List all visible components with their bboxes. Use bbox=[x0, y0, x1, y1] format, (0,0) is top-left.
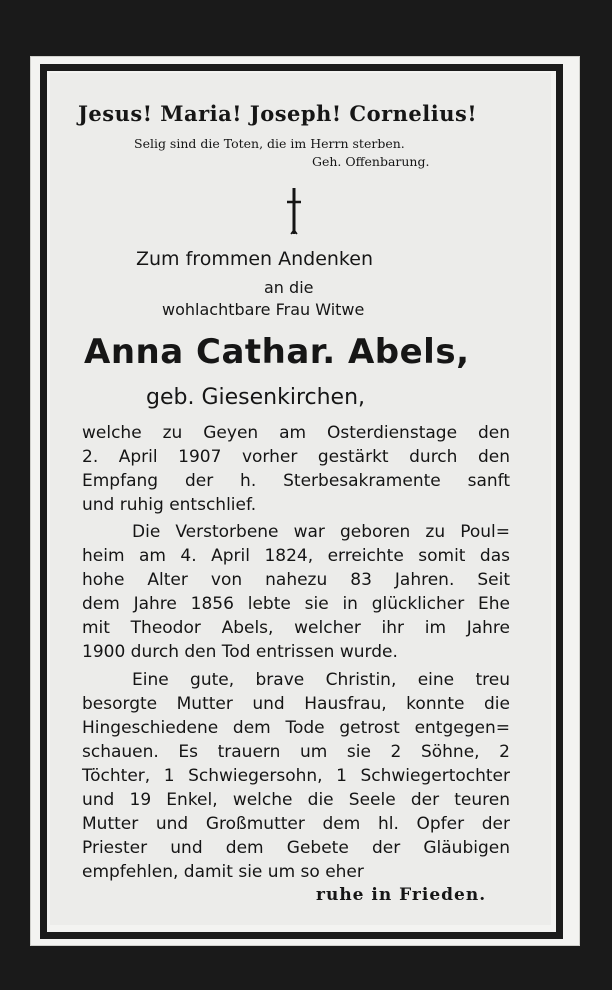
body-line: welche zu Geyen am Osterdienstage den bbox=[82, 423, 510, 443]
body-line: mit Theodor Abels, welcher ihr im Jahre bbox=[82, 618, 510, 638]
body-line: und 19 Enkel, welche die Seele der teuren bbox=[82, 790, 510, 810]
body-line: hohe Alter von nahezu 83 Jahren. Seit bbox=[82, 570, 510, 590]
invocation-heading: Jesus! Maria! Joseph! Cornelius! bbox=[78, 101, 478, 126]
cross-icon bbox=[284, 186, 304, 236]
memorial-intro-title: wohlachtbare Frau Witwe bbox=[162, 300, 365, 319]
body-line: Eine gute, brave Christin, eine treu bbox=[132, 670, 510, 690]
scripture-quote: Selig sind die Toten, die im Herrn sterben. bbox=[134, 136, 405, 151]
body-line: heim am 4. April 1824, erreichte somit das bbox=[82, 546, 510, 566]
body-line: dem Jahre 1856 lebte sie in glücklicher Ehe bbox=[82, 594, 510, 614]
body-line: schauen. Es trauern um sie 2 Söhne, 2 bbox=[82, 742, 510, 762]
body-line: Priester und dem Gebete der Gläubigen bbox=[82, 838, 510, 858]
body-line: empfehlen, damit sie um so eher bbox=[82, 862, 364, 882]
body-line: und ruhig entschlief. bbox=[82, 495, 257, 515]
memorial-intro: Zum frommen Andenken bbox=[136, 248, 373, 270]
body-line: Die Verstorbene war geboren zu Poul= bbox=[132, 522, 510, 542]
maiden-name: geb. Giesenkirchen, bbox=[146, 385, 366, 410]
body-line: Töchter, 1 Schwiegersohn, 1 Schwiegertochter bbox=[82, 766, 510, 786]
body-line: 1900 durch den Tod entrissen wurde. bbox=[82, 642, 398, 662]
body-line: Empfang der h. Sterbesakramente sanft bbox=[82, 471, 510, 491]
memorial-intro-an-die: an die bbox=[264, 278, 314, 297]
deceased-name: Anna Cathar. Abels, bbox=[84, 332, 470, 372]
body-line: Mutter und Großmutter dem hl. Opfer der bbox=[82, 814, 510, 834]
body-line: 2. April 1907 vorher gestärkt durch den bbox=[82, 447, 510, 467]
scripture-source: Geh. Offenbarung. bbox=[312, 154, 430, 169]
body-line: besorgte Mutter und Hausfrau, konnte die bbox=[82, 694, 510, 714]
body-line: Hingeschiedene dem Tode getrost entgegen= bbox=[82, 718, 510, 738]
closing-phrase: ruhe in Frieden. bbox=[316, 885, 487, 905]
